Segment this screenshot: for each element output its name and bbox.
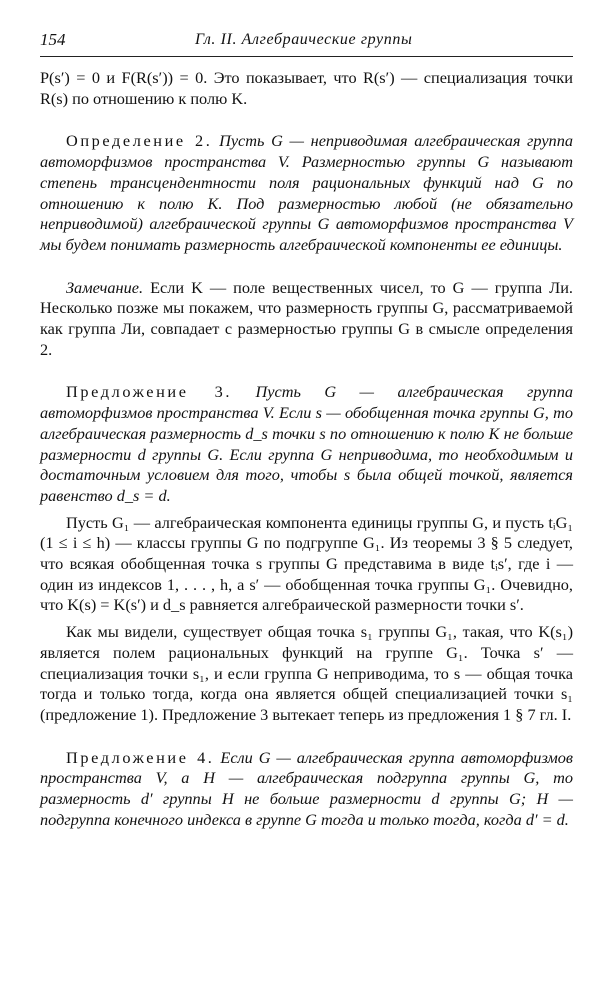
running-title: Гл. II. Алгебраические группы (195, 31, 413, 48)
proof-paragraph-2: Как мы видели, существует общая точка s₁ группы G₁, такая, что K(s₁) является полем рациональных функций на группе G₁. Точка s′ — специализация точки s₁, и если группа G неприводима, то s — общая точка тогда и только тогда, когда она является общей специализацией точки s₁ (предложение 1). Предложение 3 вытекает теперь из предложения 1 § 7 гл. I. (40, 622, 573, 724)
proof-paragraph-1: Пусть G₁ — алгебраическая компонента единицы группы G, и пусть tᵢG₁ (1 ≤ i ≤ h) — классы группы G по подгруппе G₁. Из теоремы 3 § 5 следует, что всякая обобщенная точка s группы G представима в виде tᵢs′, где i — один из индексов 1, . . . , h, а s′ — обобщенная точка группы G₁. Очевидно, что K(s) = K(s′) и d_s равняется алгебраической размерности точки s′. (40, 512, 573, 615)
proposition-4 (40, 748, 573, 831)
page-body (40, 68, 573, 831)
paragraph-continuation: P(s′) = 0 и F(R(s′)) = 0. Это показывает, что R(s′) — специализация точки R(s) по отношению к полю K. (40, 68, 573, 108)
proposition-4-text: Если G — алгебраическая группа автоморфизмов пространства V, а H — алгебраическая подгруппа группы G, то размерность d′ группы H не больше размерности d группы G; H — подгруппа конечного индекса в группе G тогда и только тогда, когда d′ = d. (40, 747, 573, 829)
remark (40, 278, 573, 361)
proposition-3-heading: Предложение 3. (66, 382, 233, 402)
page-header (40, 30, 573, 57)
proposition-4-heading: Предложение 4. (66, 747, 215, 767)
proposition-3 (40, 382, 573, 506)
definition-2 (40, 131, 573, 255)
remark-text: Если K — поле вещественных чисел, то G — группа Ли. Несколько позже мы покажем, что размерность группы G, рассматриваемой как группа Ли, совпадает с размерностью группы G в смысле определения 2. (40, 277, 573, 359)
definition-2-heading: Определение 2. (66, 131, 213, 151)
remark-heading: Замечание. (66, 277, 144, 297)
proposition-3-text: Пусть G — алгебраическая группа автоморфизмов пространства V. Если s — обобщенная точка группы G, то алгебраическая размерность d_s точки s по отношению к полю K не больше размерности d группы G. Если группа G неприводима, то необходимым и достаточным условием для того, чтобы s была общей точкой, является равенство d_s = d. (40, 382, 573, 505)
definition-2-text: Пусть G — неприводимая алгебраическая группа автоморфизмов пространства V. Размерностью группы G называют степень трансцендентности поля рациональных функций над G по отношению к полю K. Под размерностью любой (не обязательно неприводимой) алгебраической группы G автоморфизмов пространства V мы будем понимать размерность алгебраической компоненты ее единицы. (40, 131, 573, 254)
page-number: 154 (40, 30, 66, 49)
